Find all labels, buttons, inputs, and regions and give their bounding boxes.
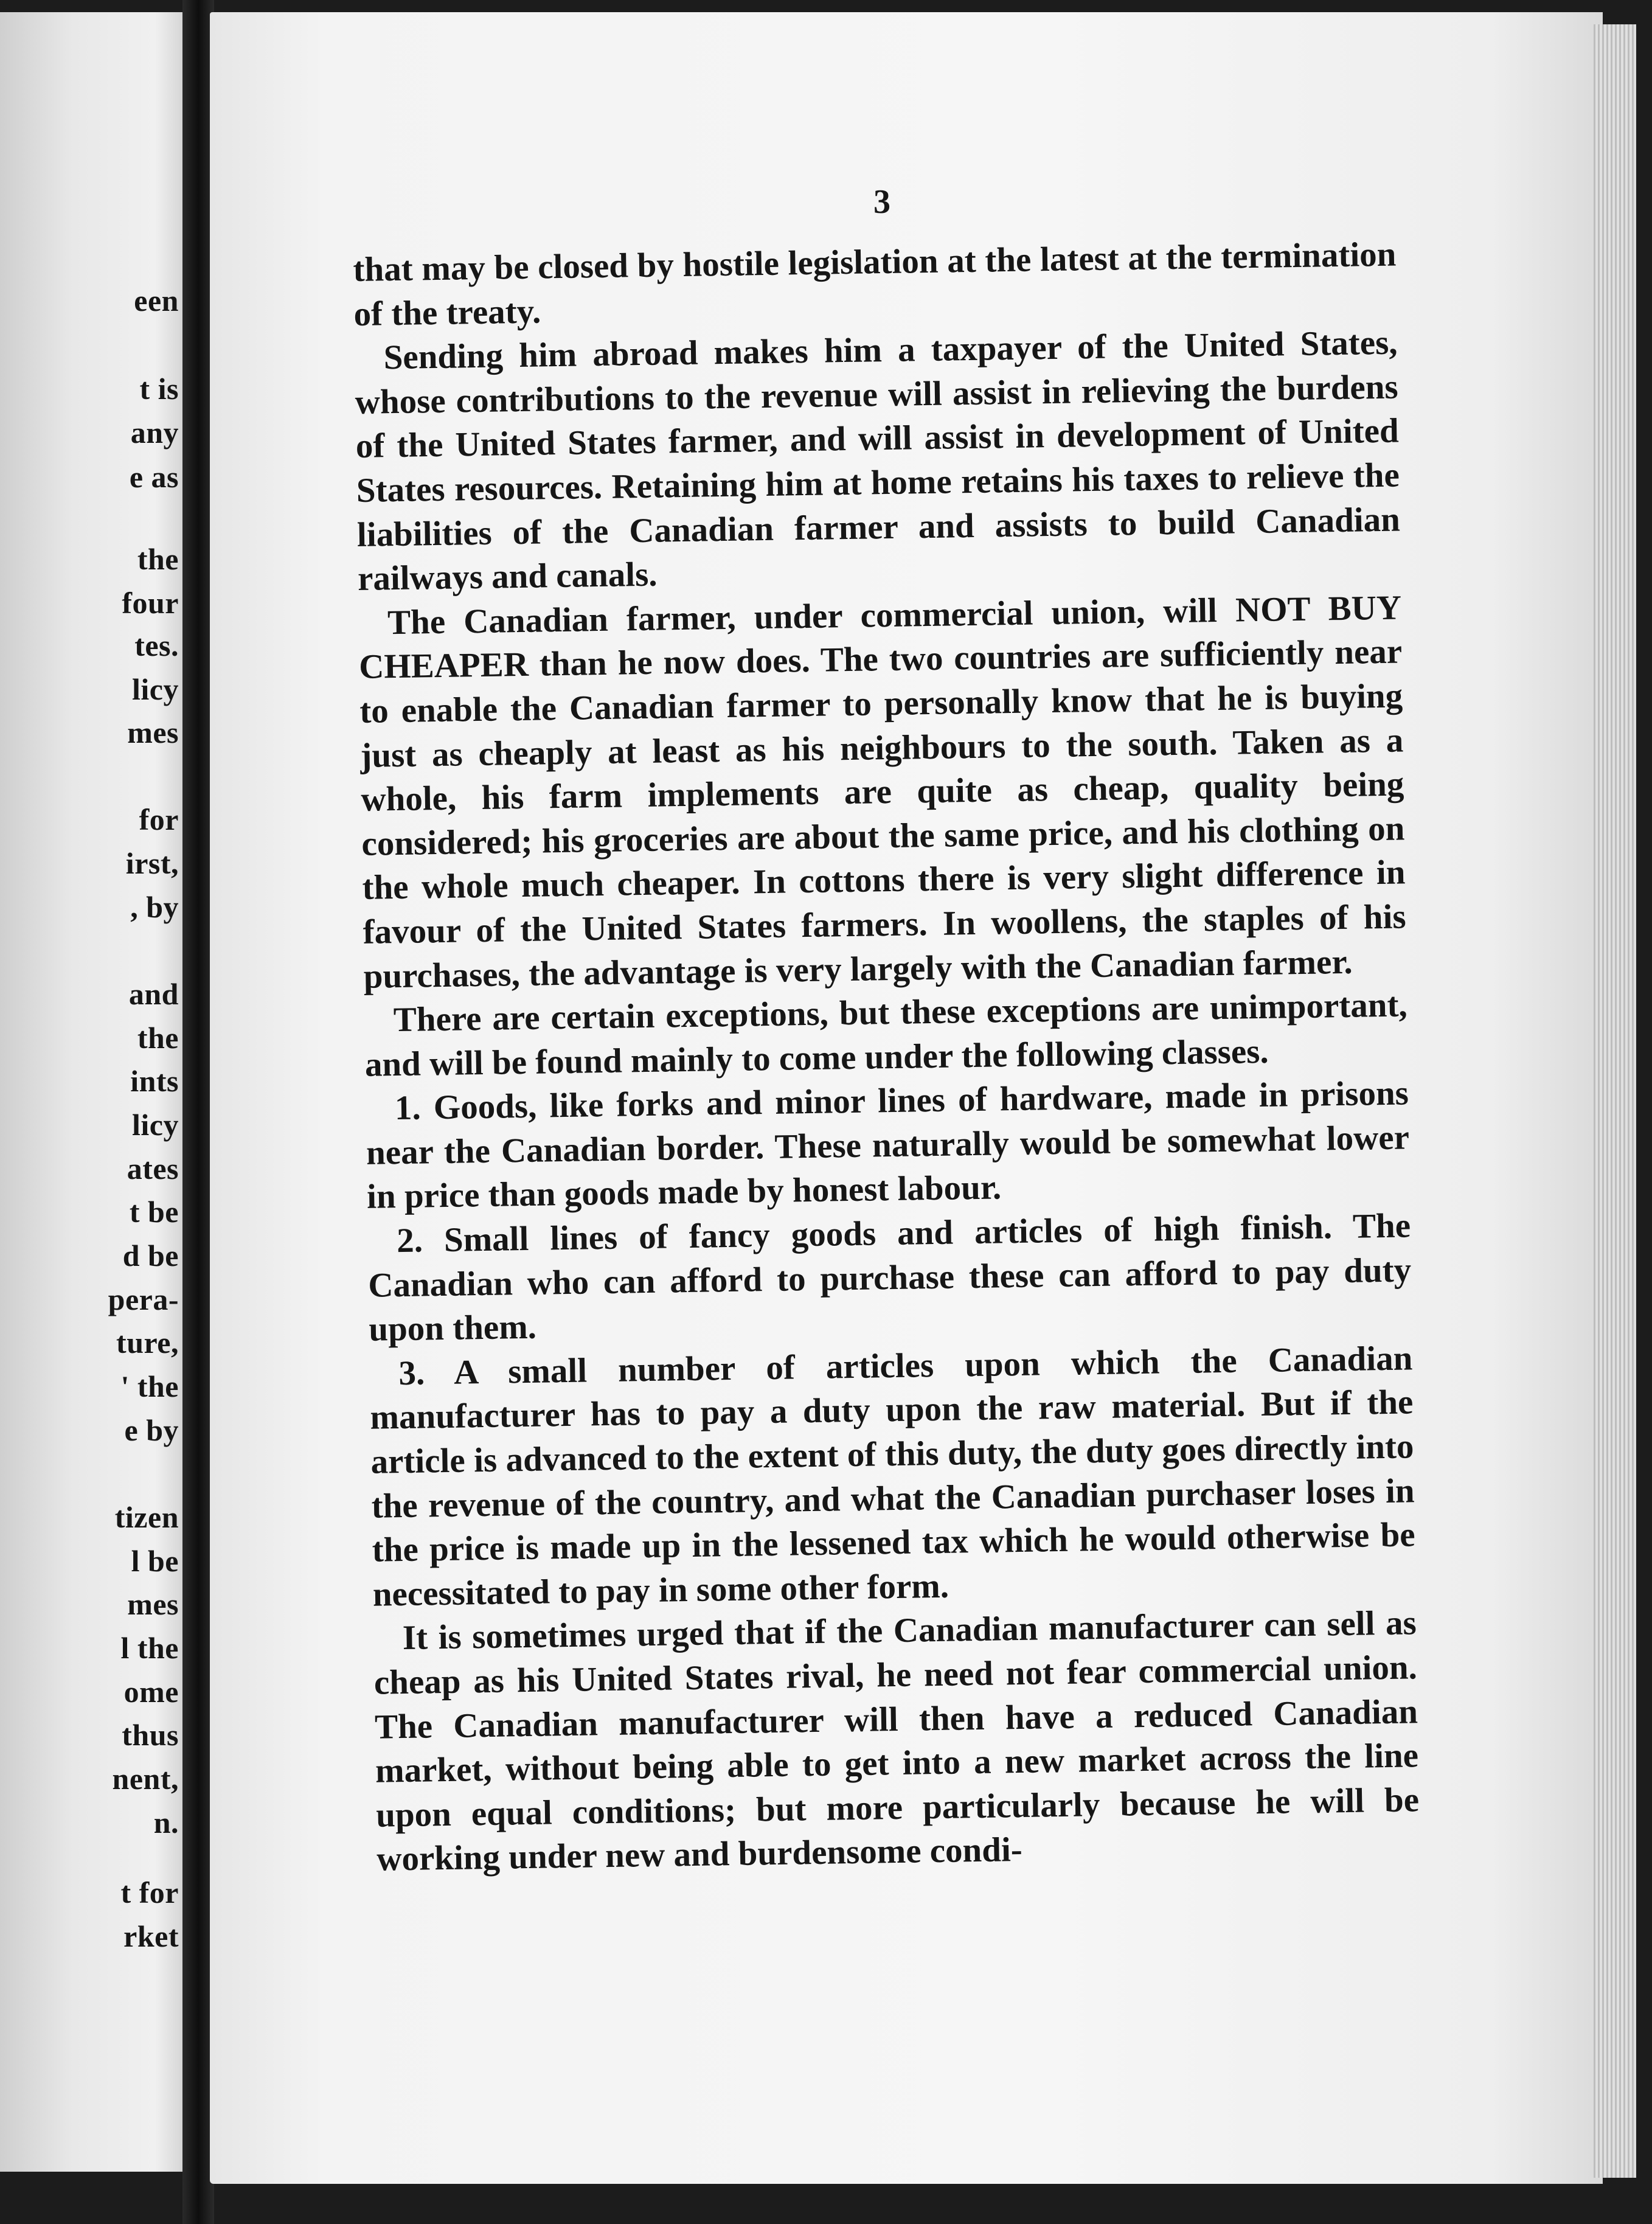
left-line-fragment: thus <box>122 1718 179 1752</box>
left-line-fragment: for <box>139 802 179 836</box>
left-line-fragment: mes <box>127 715 179 749</box>
left-line-fragment: t be <box>129 1195 179 1229</box>
left-line-fragment: t for <box>120 1875 179 1910</box>
left-line-fragment: l the <box>120 1631 179 1665</box>
left-line-fragment: n. <box>153 1805 179 1840</box>
body-text <box>353 233 1420 1882</box>
left-line-fragment: ints <box>130 1064 179 1098</box>
paragraph: The Canadian farmer, under commercial union, will NOT BUY CHEAPER than he now does. The two countries are sufficiently near to enable the Canadian farmer to personally know that he is buying just as cheaply at least as his neighbours to the south. Taken as a whole, his farm implements are quite as cheap, quality being considered; his groceries are about the same price, and his clothing on the whole much cheaper. In cottons there is very slight difference in favour of the United States farmers. In woollens, the staples of his purchases, the advantage is very largely with the Canadian farmer. <box>358 588 1406 996</box>
paragraph: It is sometimes urged that if the Canadian manufacturer can sell as cheap as his United States rival, he need not fear commercial union. The Canadian manufacturer will then have a reduced Canadian market, without being able to get into a new market across the line upon equal conditions; but more particularly because he will be working under new and burdensome condi- <box>373 1604 1420 1879</box>
left-line-fragment: the <box>137 1021 179 1055</box>
paragraph: Sending him abroad makes him a taxpayer of the United States, whose contributions to the revenue will assist in relieving the burdens of the United States farmer, and will assist in development of United States resources. Retaining him at home retains his taxes to relieve the liabilities of the Canadian farmer and assists to build Canadian railways and canals. <box>355 323 1401 599</box>
left-line-fragment: tizen <box>114 1500 179 1534</box>
left-line-fragment: irst, <box>125 846 179 880</box>
left-line-fragment: four <box>122 586 179 620</box>
left-line-fragment: t is <box>139 372 179 406</box>
left-line-fragment: mes <box>127 1587 179 1621</box>
left-line-fragment: e as <box>129 460 179 494</box>
left-line-fragment: any <box>130 415 179 450</box>
left-facing-page <box>0 12 182 2172</box>
paragraph: 3. A small number of articles upon which the Canadian manufacturer has to pay a duty upon the raw material. But if the article is advanced to the extent of this duty, the duty goes directly into the revenue of the country, and what the Canadian purchaser loses in the price is made up in the lessened tax which he would otherwise be necessitated to pay in some other form. <box>370 1339 1416 1614</box>
left-line-fragment: tes. <box>134 628 179 662</box>
left-line-fragment: ates <box>127 1152 179 1186</box>
left-line-fragment: ture, <box>116 1326 179 1360</box>
left-line-fragment: e by <box>124 1413 179 1447</box>
paragraph: 1. Goods, like forks and minor lines of hardware, made in prisons near the Canadian border. These naturally would be somewhat lower in price than goods made by honest labour. <box>366 1074 1410 1217</box>
left-line-fragment: and <box>128 977 179 1011</box>
left-line-fragment: een <box>134 283 179 318</box>
left-line-fragment: licy <box>132 672 179 706</box>
left-line-fragment: nent, <box>112 1762 179 1796</box>
left-line-fragment: pera- <box>108 1282 179 1316</box>
paragraph: There are certain exceptions, but these exceptions are unimportant, and will be found mainly to come under the following classes. <box>364 985 1408 1084</box>
paragraph: 2. Small lines of fancy goods and articles of high finish. The Canadian who can afford to purchase these can afford to pay duty upon them. <box>367 1206 1412 1349</box>
left-line-fragment: d be <box>122 1239 179 1273</box>
left-line-fragment: l be <box>131 1544 179 1578</box>
left-line-fragment: rket <box>123 1919 179 1953</box>
left-line-fragment: ' the <box>120 1369 179 1403</box>
page-number: 3 <box>873 183 890 221</box>
page-edges <box>1594 24 1636 2178</box>
paragraph: that may be closed by hostile legislation at the latest at the termination of the treaty. <box>353 235 1397 333</box>
left-line-fragment: ome <box>123 1675 179 1709</box>
left-line-fragment: , by <box>130 890 179 924</box>
left-line-fragment: the <box>137 542 179 576</box>
left-line-fragment: licy <box>132 1108 179 1142</box>
